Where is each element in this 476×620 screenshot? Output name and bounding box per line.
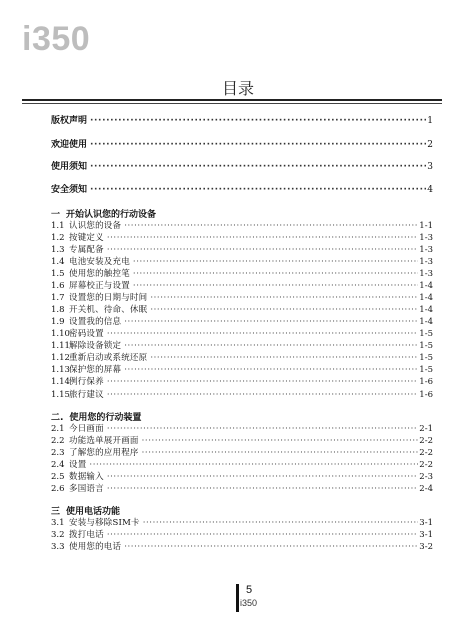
- subentry-page: 1-5: [419, 329, 433, 339]
- subentry-label: 多国语言: [69, 484, 104, 494]
- chapter-number: 二.: [51, 413, 64, 423]
- subentry-number: 2.5: [51, 472, 65, 482]
- toc-entry[interactable]: [51, 137, 433, 149]
- subentry-page: 2-4: [419, 484, 433, 494]
- toc-entry-page: 4: [427, 185, 433, 195]
- subentry-number: 1.7: [51, 293, 65, 303]
- leader-dots: [90, 185, 426, 195]
- subentry-label: 功能选单展开画面: [69, 436, 139, 446]
- subentry-page: 2-2: [419, 436, 433, 446]
- subentry-label: 安装与移除SIM卡: [69, 518, 140, 528]
- toc-subentry[interactable]: [51, 267, 433, 279]
- leader-dots: [133, 281, 418, 291]
- toc-entry-label: 欢迎使用: [51, 140, 88, 150]
- subentry-number: 1.1: [51, 221, 65, 231]
- toc-subentry[interactable]: [51, 243, 433, 255]
- subentry-page: 2-2: [419, 448, 433, 458]
- leader-dots: [107, 377, 418, 387]
- subentry-label: 认识您的设备: [69, 221, 122, 231]
- subentry-label: 拨打电话: [69, 530, 104, 540]
- subentry-page: 3-1: [419, 530, 433, 540]
- subentry-page: 3-2: [419, 542, 433, 552]
- subentry-number: 1.2: [51, 233, 65, 243]
- page-footer: [236, 584, 276, 612]
- leader-dots: [107, 530, 418, 540]
- toc-subentry[interactable]: [51, 363, 433, 375]
- toc-subentry[interactable]: [51, 422, 433, 434]
- subentry-page: 2-2: [419, 460, 433, 470]
- toc-subentry[interactable]: [51, 279, 433, 291]
- subentry-page: 1-4: [419, 281, 433, 291]
- leader-dots: [107, 472, 418, 482]
- subentry-number: 1.14: [51, 377, 70, 387]
- leader-dots: [124, 542, 418, 552]
- toc-entry-label: 版权声明: [51, 116, 88, 126]
- subentry-page: 1-6: [419, 390, 433, 400]
- subentry-number: 3.2: [51, 530, 65, 540]
- subentry-label: 重新启动或系统还原: [69, 353, 148, 363]
- subentry-label: 设置我的信息: [69, 317, 122, 327]
- subentry-number: 1.8: [51, 305, 65, 315]
- leader-dots: [107, 484, 418, 494]
- title-rule: [22, 99, 442, 101]
- subentry-label: 设置: [69, 460, 87, 470]
- subentry-number: 1.9: [51, 317, 65, 327]
- subentry-number: 1.4: [51, 257, 65, 267]
- chapter-number: 三: [51, 507, 61, 517]
- subentry-label: 数据输入: [69, 472, 104, 482]
- leader-dots: [124, 221, 418, 231]
- leader-dots: [107, 233, 418, 243]
- leader-dots: [89, 460, 418, 470]
- leader-dots: [107, 390, 418, 400]
- subentry-page: 1-4: [419, 293, 433, 303]
- subentry-number: 1.13: [51, 365, 70, 375]
- leader-dots: [107, 245, 418, 255]
- leader-dots: [107, 329, 418, 339]
- subentry-page: 1-5: [419, 341, 433, 351]
- subentry-label: 例行保养: [69, 377, 104, 387]
- toc-entry-label: 使用须知: [51, 162, 88, 172]
- subentry-label: 密码设置: [69, 329, 104, 339]
- leader-dots: [150, 353, 418, 363]
- leader-dots: [124, 317, 418, 327]
- toc-subentry[interactable]: [51, 291, 433, 303]
- leader-dots: [133, 269, 418, 279]
- toc-subentry[interactable]: [51, 482, 433, 494]
- toc-entry-page: 1: [427, 116, 433, 126]
- leader-dots: [90, 162, 426, 172]
- footer-model: i350: [240, 598, 258, 608]
- brand-logo: i350: [22, 20, 91, 58]
- subentry-label: 开关机、待命、休眠: [69, 305, 148, 315]
- subentry-page: 1-6: [419, 377, 433, 387]
- subentry-number: 2.1: [51, 424, 65, 434]
- leader-dots: [90, 140, 426, 150]
- subentry-number: 2.3: [51, 448, 65, 458]
- subentry-number: 3.1: [51, 518, 65, 528]
- subentry-label: 按键定义: [69, 233, 104, 243]
- subentry-label: 电池安装及充电: [69, 257, 130, 267]
- subentry-page: 1-3: [419, 245, 433, 255]
- toc-entry-page: 2: [427, 140, 433, 150]
- leader-dots: [124, 365, 418, 375]
- subentry-page: 1-3: [419, 269, 433, 279]
- toc-subentry[interactable]: [51, 434, 433, 446]
- subentry-label: 解除设备锁定: [69, 341, 122, 351]
- toc-subentry[interactable]: [51, 528, 433, 540]
- subentry-page: 1-4: [419, 317, 433, 327]
- subentry-number: 1.11: [51, 341, 70, 351]
- subentry-label: 使用您的电话: [69, 542, 122, 552]
- chapter-title: 开始认识您的行动设备: [66, 210, 157, 220]
- subentry-label: 专属配备: [69, 245, 104, 255]
- subentry-page: 1-1: [419, 221, 433, 231]
- subentry-number: 2.4: [51, 460, 65, 470]
- title-rule-thin: [22, 103, 442, 104]
- leader-dots: [90, 116, 426, 126]
- leader-dots: [107, 424, 418, 434]
- subentry-page: 1-5: [419, 365, 433, 375]
- subentry-page: 1-3: [419, 233, 433, 243]
- toc-subentry[interactable]: [51, 255, 433, 267]
- subentry-label: 今日画面: [69, 424, 104, 434]
- chapter-number: 一: [51, 210, 61, 220]
- toc-subentry[interactable]: [51, 303, 433, 315]
- toc-subentry[interactable]: [51, 315, 433, 327]
- subentry-label: 设置您的日期与时间: [69, 293, 148, 303]
- chapter-title: 使用电话功能: [66, 507, 121, 517]
- subentry-page: 2-3: [419, 472, 433, 482]
- leader-dots: [124, 341, 418, 351]
- subentry-page: 1-5: [419, 353, 433, 363]
- subentry-page: 1-3: [419, 257, 433, 267]
- leader-dots: [142, 448, 419, 458]
- subentry-label: 屏幕校正与设置: [69, 281, 130, 291]
- page-number: 5: [246, 584, 253, 596]
- toc-subentry[interactable]: [51, 231, 433, 243]
- subentry-number: 1.6: [51, 281, 65, 291]
- leader-dots: [150, 293, 418, 303]
- subentry-page: 2-1: [419, 424, 433, 434]
- chapter-title: 使用您的行动装置: [69, 413, 142, 423]
- toc-subentry[interactable]: [51, 327, 433, 339]
- toc-entry[interactable]: [51, 159, 433, 171]
- subentry-label: 旅行建议: [69, 390, 104, 400]
- subentry-number: 3.3: [51, 542, 65, 552]
- subentry-label: 使用您的触控笔: [69, 269, 130, 279]
- toc-subentry[interactable]: [51, 458, 433, 470]
- toc-subentry[interactable]: [51, 339, 433, 351]
- toc-subentry[interactable]: [51, 219, 433, 231]
- toc-subentry[interactable]: [51, 375, 433, 387]
- toc-entry-label: 安全须知: [51, 185, 88, 195]
- subentry-label: 了解您的应用程序: [69, 448, 139, 458]
- toc-entry-page: 3: [427, 162, 433, 172]
- toc-subentry[interactable]: [51, 470, 433, 482]
- toc-entry[interactable]: [51, 113, 433, 125]
- subentry-number: 1.10: [51, 329, 70, 339]
- leader-dots: [142, 436, 419, 446]
- toc-entry[interactable]: [51, 182, 433, 194]
- toc-subentry[interactable]: [51, 540, 433, 552]
- subentry-page: 3-1: [419, 518, 433, 528]
- toc-subentry[interactable]: [51, 446, 433, 458]
- subentry-number: 2.2: [51, 436, 65, 446]
- footer-bar: [236, 584, 239, 612]
- leader-dots: [133, 257, 418, 267]
- subentry-label: 保护您的屏幕: [69, 365, 122, 375]
- page-title: 目录: [221, 79, 254, 98]
- subentry-number: 2.6: [51, 484, 65, 494]
- toc-subentry[interactable]: [51, 351, 433, 363]
- subentry-number: 1.3: [51, 245, 65, 255]
- leader-dots: [150, 305, 418, 315]
- subentry-number: 1.5: [51, 269, 65, 279]
- subentry-number: 1.15: [51, 390, 70, 400]
- toc-subentry[interactable]: [51, 516, 433, 528]
- subentry-page: 1-4: [419, 305, 433, 315]
- subentry-number: 1.12: [51, 353, 70, 363]
- leader-dots: [143, 518, 419, 528]
- toc-subentry[interactable]: [51, 388, 433, 400]
